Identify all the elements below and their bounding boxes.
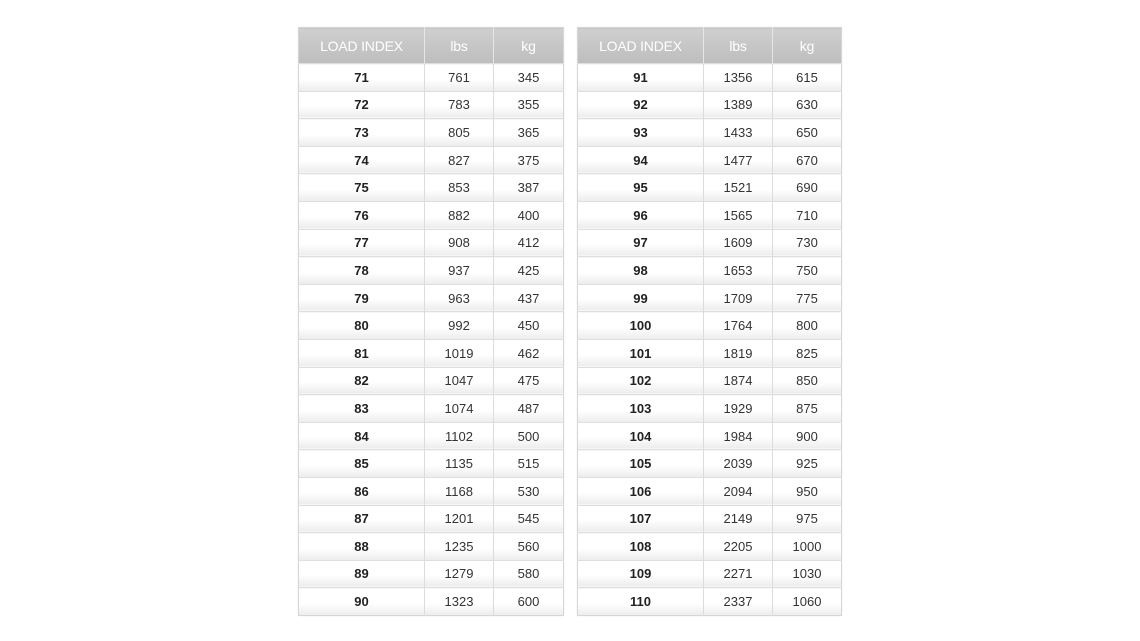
- load-index-cell: 108: [578, 533, 704, 561]
- kg-cell: 615: [773, 64, 842, 92]
- table-header-row: [578, 28, 842, 64]
- load-index-cell: 97: [578, 229, 704, 257]
- table-row: [299, 119, 564, 147]
- load-index-cell: 93: [578, 119, 704, 147]
- kg-cell: 600: [494, 588, 564, 616]
- kg-cell: 710: [773, 201, 842, 229]
- table-row: [578, 533, 842, 561]
- header-lbs: lbs: [704, 28, 773, 64]
- table-row: [578, 257, 842, 285]
- lbs-cell: 1168: [425, 477, 494, 505]
- load-index-cell: 79: [299, 284, 425, 312]
- lbs-cell: 937: [425, 257, 494, 285]
- lbs-cell: 963: [425, 284, 494, 312]
- load-index-table-right: [577, 27, 842, 616]
- kg-cell: 580: [494, 560, 564, 588]
- lbs-cell: 1135: [425, 450, 494, 478]
- lbs-cell: 761: [425, 64, 494, 92]
- load-index-cell: 92: [578, 91, 704, 119]
- load-index-cell: 102: [578, 367, 704, 395]
- table-row: [299, 201, 564, 229]
- lbs-cell: 1477: [704, 146, 773, 174]
- load-index-cell: 87: [299, 505, 425, 533]
- lbs-cell: 783: [425, 91, 494, 119]
- table-row: [299, 339, 564, 367]
- table-row: [299, 560, 564, 588]
- kg-cell: 412: [494, 229, 564, 257]
- load-index-cell: 88: [299, 533, 425, 561]
- table-header-row: [299, 28, 564, 64]
- kg-cell: 355: [494, 91, 564, 119]
- header-lbs: lbs: [425, 28, 494, 64]
- table-row: [299, 477, 564, 505]
- load-index-cell: 89: [299, 560, 425, 588]
- header-load-index: LOAD INDEX: [578, 28, 704, 64]
- lbs-cell: 2039: [704, 450, 773, 478]
- load-index-cell: 85: [299, 450, 425, 478]
- table-row: [299, 146, 564, 174]
- lbs-cell: 1709: [704, 284, 773, 312]
- table-row: [578, 64, 842, 92]
- load-index-cell: 96: [578, 201, 704, 229]
- load-index-cell: 74: [299, 146, 425, 174]
- table-row: [299, 312, 564, 340]
- table-row: [578, 284, 842, 312]
- table-row: [299, 395, 564, 423]
- load-index-cell: 91: [578, 64, 704, 92]
- table-row: [299, 422, 564, 450]
- load-index-cell: 105: [578, 450, 704, 478]
- kg-cell: 475: [494, 367, 564, 395]
- lbs-cell: 1201: [425, 505, 494, 533]
- kg-cell: 400: [494, 201, 564, 229]
- table-row: [578, 312, 842, 340]
- kg-cell: 450: [494, 312, 564, 340]
- load-index-cell: 100: [578, 312, 704, 340]
- lbs-cell: 1929: [704, 395, 773, 423]
- lbs-cell: 1074: [425, 395, 494, 423]
- table-body: [578, 64, 842, 616]
- table-row: [578, 119, 842, 147]
- kg-cell: 730: [773, 229, 842, 257]
- lbs-cell: 2149: [704, 505, 773, 533]
- kg-cell: 800: [773, 312, 842, 340]
- table-row: [578, 367, 842, 395]
- table-row: [578, 174, 842, 202]
- lbs-cell: 1102: [425, 422, 494, 450]
- kg-cell: 875: [773, 395, 842, 423]
- table-row: [578, 422, 842, 450]
- kg-cell: 387: [494, 174, 564, 202]
- lbs-cell: 805: [425, 119, 494, 147]
- lbs-cell: 2271: [704, 560, 773, 588]
- load-index-cell: 82: [299, 367, 425, 395]
- kg-cell: 950: [773, 477, 842, 505]
- table-row: [578, 146, 842, 174]
- kg-cell: 1060: [773, 588, 842, 616]
- load-index-cell: 103: [578, 395, 704, 423]
- kg-cell: 750: [773, 257, 842, 285]
- kg-cell: 670: [773, 146, 842, 174]
- kg-cell: 925: [773, 450, 842, 478]
- kg-cell: 462: [494, 339, 564, 367]
- lbs-cell: 1047: [425, 367, 494, 395]
- kg-cell: 345: [494, 64, 564, 92]
- table-row: [578, 339, 842, 367]
- kg-cell: 1000: [773, 533, 842, 561]
- load-index-cell: 90: [299, 588, 425, 616]
- load-index-table-left: [298, 27, 564, 616]
- load-index-cell: 110: [578, 588, 704, 616]
- kg-cell: 375: [494, 146, 564, 174]
- load-index-cell: 107: [578, 505, 704, 533]
- kg-cell: 530: [494, 477, 564, 505]
- kg-cell: 975: [773, 505, 842, 533]
- kg-cell: 500: [494, 422, 564, 450]
- lbs-cell: 1609: [704, 229, 773, 257]
- header-kg: kg: [773, 28, 842, 64]
- load-index-cell: 80: [299, 312, 425, 340]
- table-row: [299, 284, 564, 312]
- lbs-cell: 1323: [425, 588, 494, 616]
- load-index-cell: 75: [299, 174, 425, 202]
- kg-cell: 850: [773, 367, 842, 395]
- header-kg: kg: [494, 28, 564, 64]
- table-row: [578, 505, 842, 533]
- kg-cell: 545: [494, 505, 564, 533]
- lbs-cell: 882: [425, 201, 494, 229]
- kg-cell: 630: [773, 91, 842, 119]
- load-index-cell: 77: [299, 229, 425, 257]
- kg-cell: 775: [773, 284, 842, 312]
- load-index-cell: 99: [578, 284, 704, 312]
- table-row: [578, 201, 842, 229]
- kg-cell: 425: [494, 257, 564, 285]
- lbs-cell: 827: [425, 146, 494, 174]
- load-index-cell: 78: [299, 257, 425, 285]
- kg-cell: 1030: [773, 560, 842, 588]
- table-body: [299, 64, 564, 616]
- kg-cell: 515: [494, 450, 564, 478]
- kg-cell: 437: [494, 284, 564, 312]
- lbs-cell: 1235: [425, 533, 494, 561]
- table-row: [578, 229, 842, 257]
- table-row: [299, 450, 564, 478]
- lbs-cell: 1984: [704, 422, 773, 450]
- kg-cell: 365: [494, 119, 564, 147]
- kg-cell: 650: [773, 119, 842, 147]
- table-row: [578, 588, 842, 616]
- lbs-cell: 908: [425, 229, 494, 257]
- table-row: [299, 229, 564, 257]
- load-index-cell: 83: [299, 395, 425, 423]
- header-load-index: LOAD INDEX: [299, 28, 425, 64]
- load-index-cell: 71: [299, 64, 425, 92]
- lbs-cell: 2337: [704, 588, 773, 616]
- table-row: [299, 588, 564, 616]
- load-index-cell: 76: [299, 201, 425, 229]
- lbs-cell: 1279: [425, 560, 494, 588]
- table-row: [578, 450, 842, 478]
- lbs-cell: 992: [425, 312, 494, 340]
- table-row: [299, 91, 564, 119]
- lbs-cell: 1356: [704, 64, 773, 92]
- table-row: [299, 505, 564, 533]
- lbs-cell: 853: [425, 174, 494, 202]
- lbs-cell: 2205: [704, 533, 773, 561]
- load-index-cell: 95: [578, 174, 704, 202]
- load-index-cell: 86: [299, 477, 425, 505]
- load-index-cell: 109: [578, 560, 704, 588]
- lbs-cell: 1874: [704, 367, 773, 395]
- load-index-cell: 98: [578, 257, 704, 285]
- table-row: [578, 477, 842, 505]
- table-row: [299, 64, 564, 92]
- lbs-cell: 1565: [704, 201, 773, 229]
- lbs-cell: 1019: [425, 339, 494, 367]
- load-index-cell: 84: [299, 422, 425, 450]
- kg-cell: 560: [494, 533, 564, 561]
- table-row: [578, 395, 842, 423]
- load-index-cell: 104: [578, 422, 704, 450]
- load-index-cell: 73: [299, 119, 425, 147]
- table-row: [299, 367, 564, 395]
- load-index-cell: 72: [299, 91, 425, 119]
- table-row: [299, 533, 564, 561]
- lbs-cell: 1389: [704, 91, 773, 119]
- load-index-cell: 81: [299, 339, 425, 367]
- table-row: [299, 257, 564, 285]
- table-row: [578, 560, 842, 588]
- lbs-cell: 1653: [704, 257, 773, 285]
- lbs-cell: 2094: [704, 477, 773, 505]
- load-index-cell: 94: [578, 146, 704, 174]
- table-row: [299, 174, 564, 202]
- lbs-cell: 1764: [704, 312, 773, 340]
- table-row: [578, 91, 842, 119]
- lbs-cell: 1433: [704, 119, 773, 147]
- kg-cell: 900: [773, 422, 842, 450]
- kg-cell: 825: [773, 339, 842, 367]
- kg-cell: 487: [494, 395, 564, 423]
- kg-cell: 690: [773, 174, 842, 202]
- load-index-cell: 106: [578, 477, 704, 505]
- load-index-cell: 101: [578, 339, 704, 367]
- lbs-cell: 1521: [704, 174, 773, 202]
- lbs-cell: 1819: [704, 339, 773, 367]
